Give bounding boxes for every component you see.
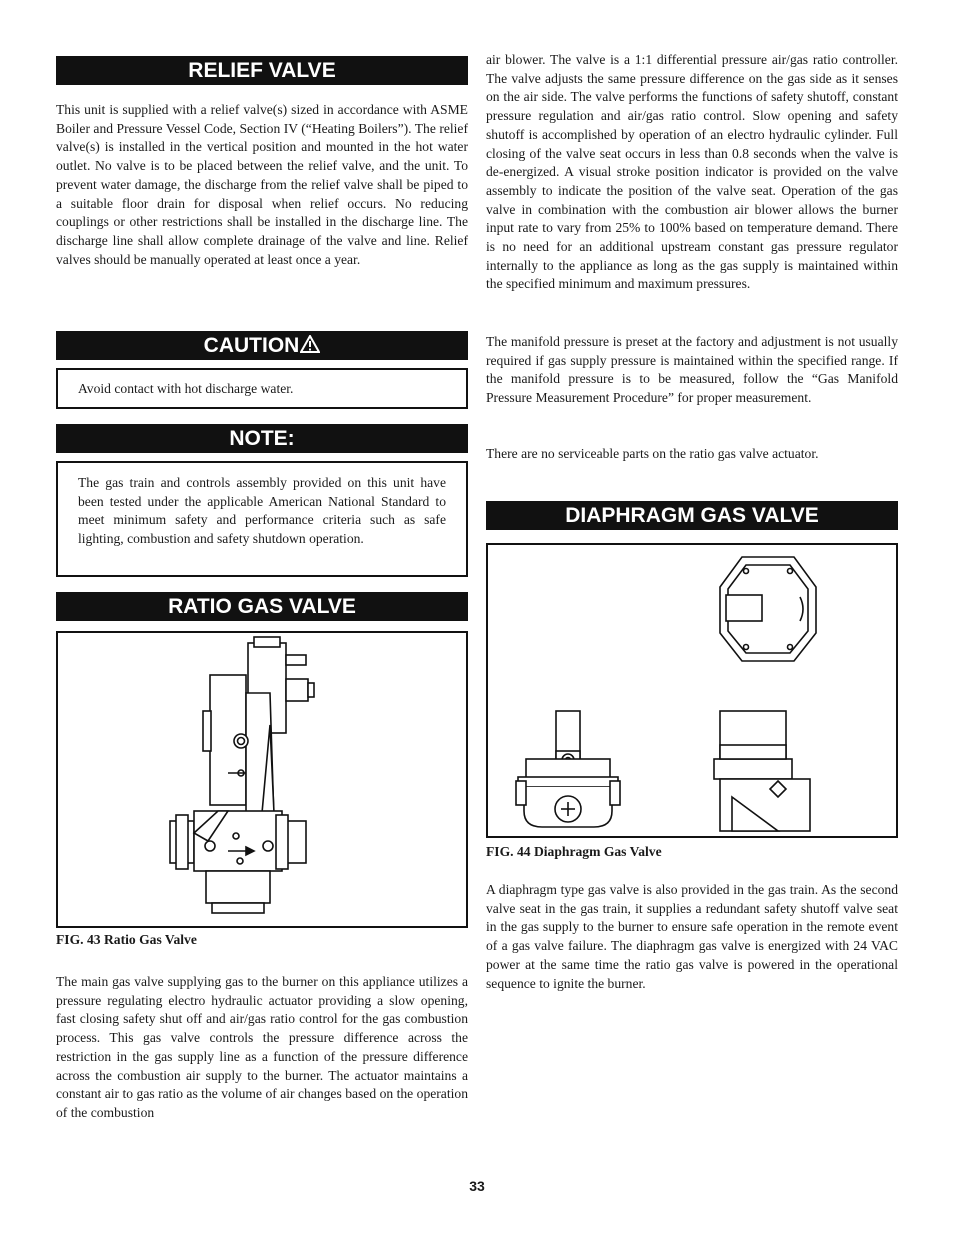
caution-heading-label: CAUTION xyxy=(203,334,300,357)
manifold-pressure-text: The manifold pressure is preset at the factory and adjustment is not usually required if gas supply pressure is maintained within the specified range. If the manifold pressure is to be measured, follow the “Gas Manifold Pressure Measurement Procedure” for proper measurement. xyxy=(486,334,898,406)
fig-43-caption: FIG. 43 Ratio Gas Valve xyxy=(56,932,197,947)
ratio-gas-valve-drawing xyxy=(58,633,466,926)
diaphragm-gas-valve-drawing xyxy=(488,545,896,836)
note-heading: NOTE: xyxy=(56,424,468,453)
relief-valve-text: This unit is supplied with a relief valve(s) sized in accordance with ASME Boiler and Pressure Vessel Code, Section IV (“Heating Boilers”). The relief valve(s) is installed in the vertical position and mounted in the hot water outlet. No valve is to be placed between the relief valve, and the unit. To prevent water damage, the discharge from the relief valve shall be piped to a suitable floor drain for disposal when relief occurs. No reducing couplings or other restrictions shall be installed in the discharge line. The discharge line shall allow complete drainage of the valve and line. Relief valves should be manually operated at least once a year. xyxy=(56,102,468,267)
ratio-gas-valve-heading: RATIO GAS VALVE xyxy=(56,592,468,621)
ratio-gas-valve-text-continued: air blower. The valve is a 1:1 differential pressure air/gas ratio controller. The valve adjusts the same pressure difference on the gas side as it senses on the air side. The valve performs the functions of safety shutoff, constant pressure regulation and air/gas ratio control. Slow opening and safety shutoff is accomplished by operation of an electro hydraulic cylinder. Full closing of the valve seat occurs in less than 0.8 seconds when the valve is de-energized. A visual stroke position indicator is provided on the valve assembly to indicate the position of the valve seat. Operation of the gas valve in combination with the combustion air blower allows the burner input rate to vary from 25% to 100% based on temperature demand. There is no need for an additional upstream constant gas pressure regulator internally to the appliance as long as the gas supply is maintained within the specified minimum and maximum pressures. xyxy=(486,52,898,292)
diaphragm-gas-valve-heading: DIAPHRAGM GAS VALVE xyxy=(486,501,898,530)
fig-44-caption: FIG. 44 Diaphragm Gas Valve xyxy=(486,844,662,859)
relief-valve-heading: RELIEF VALVE xyxy=(56,56,468,85)
caution-box xyxy=(56,368,468,409)
ratio-gas-valve-figure xyxy=(56,631,468,928)
serviceable-parts-text: There are no serviceable parts on the ratio gas valve actuator. xyxy=(486,446,819,461)
diaphragm-gas-valve-figure xyxy=(486,543,898,838)
warning-triangle-icon xyxy=(300,335,320,353)
note-box xyxy=(56,461,468,577)
note-text: The gas train and controls assembly provided on this unit have been tested under the applicable American National Standard to meet minimum safety and performance criteria such as safe lighting, combustion and safety shutdown operation. xyxy=(78,475,446,547)
page-number: 33 xyxy=(469,1178,485,1194)
caution-text: Avoid contact with hot discharge water. xyxy=(78,381,294,396)
caution-heading xyxy=(56,331,468,360)
ratio-gas-valve-text: The main gas valve supplying gas to the burner on this appliance utilizes a pressure regulating electro hydraulic actuator providing a slow opening, fast closing safety shut off and air/gas ratio control for the gas combustion process. This gas valve controls the pressure difference across the restriction in the gas supply line as a function of the pressure difference across the combustion air supply to the burner. The actuator maintains a constant air to gas ratio as the volume of air changes based on the operation of the combustion xyxy=(56,974,468,1120)
diaphragm-gas-valve-text: A diaphragm type gas valve is also provided in the gas train. As the second valve seat in the gas train, it supplies a redundant safety shutoff valve seat in the gas supply to the burner to ensure safe operation in the remote event of a gas valve failure. The diaphragm gas valve is energized with 24 VAC power at the same time the ratio gas valve is powered in the operational sequence to ignite the burner. xyxy=(486,882,898,991)
